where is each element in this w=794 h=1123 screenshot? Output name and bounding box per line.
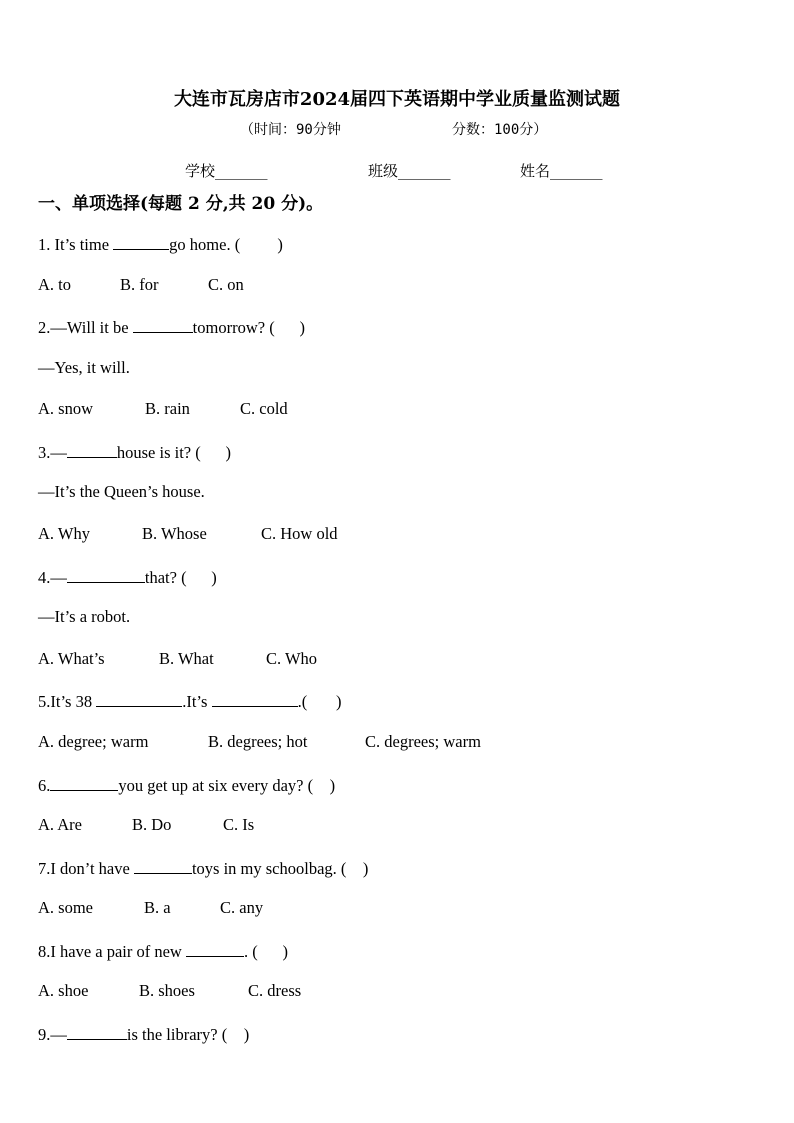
answer-blank	[67, 443, 117, 458]
option-c: C. Who	[266, 649, 318, 668]
answer-blank	[133, 318, 193, 333]
question-text: 1. It’s time	[38, 235, 114, 254]
question-8	[38, 942, 288, 961]
option-c: C. Is	[223, 815, 255, 834]
exam-title: 大连市瓦房店市2024届四下英语期中学业质量监测试题	[173, 89, 621, 110]
option-c: C. any	[220, 898, 264, 917]
options-8	[38, 983, 301, 1000]
option-c: C. dress	[248, 981, 302, 1000]
option-b: B. Whose	[142, 524, 207, 543]
answer-blank	[113, 235, 169, 250]
options-1	[38, 277, 244, 294]
section-title: 一、单项选择(每题 2 分,共 20 分)。	[38, 194, 324, 214]
question-text: 3.—	[38, 443, 67, 462]
option-a: A. What’s	[38, 649, 105, 668]
option-a: A. some	[38, 898, 93, 917]
question-3	[38, 443, 231, 462]
reply-3: —It’s the Queen’s house.	[38, 482, 205, 501]
option-c: C. cold	[240, 399, 288, 418]
options-4	[38, 651, 317, 668]
question-4	[38, 568, 217, 587]
question-text: is the library? ( )	[126, 1025, 250, 1044]
question-text: 2.—Will it be	[38, 318, 133, 337]
question-7	[38, 859, 368, 878]
answer-blank	[212, 692, 298, 707]
question-text: toys in my schoolbag. ( )	[191, 859, 369, 878]
option-b: B. What	[159, 649, 214, 668]
school-field: 学校_______	[185, 162, 268, 180]
question-9	[38, 1025, 249, 1044]
option-a: A. shoe	[38, 981, 89, 1000]
option-b: B. rain	[145, 399, 190, 418]
name-field: 姓名_______	[520, 162, 603, 180]
option-a: A. Are	[38, 815, 82, 834]
question-text: 4.—	[38, 568, 67, 587]
question-text: that? ( )	[144, 568, 217, 587]
reply-4: —It’s a robot.	[38, 607, 131, 626]
option-b: B. degrees; hot	[208, 732, 308, 751]
question-text: go home. ( )	[169, 235, 283, 254]
question-text: house is it? ( )	[116, 443, 231, 462]
question-1	[38, 235, 283, 254]
question-text: 6.	[38, 776, 51, 795]
question-text: .( )	[297, 692, 342, 711]
question-6	[38, 776, 335, 795]
question-5	[38, 692, 342, 711]
answer-blank	[134, 859, 192, 874]
reply-2: —Yes, it will.	[38, 358, 130, 377]
option-a: A. Why	[38, 524, 90, 543]
option-c: C. degrees; warm	[365, 732, 481, 751]
question-text: 9.—	[38, 1025, 67, 1044]
question-text: 8.I have a pair of new	[38, 942, 186, 961]
options-5	[38, 734, 481, 751]
question-text: 7.I don’t have	[38, 859, 134, 878]
exam-time: （时间：90分钟	[240, 122, 341, 138]
option-c: C. on	[208, 275, 244, 294]
answer-blank	[50, 776, 118, 791]
exam-score: 分数：100分）	[452, 122, 548, 138]
options-6	[38, 817, 254, 834]
option-a: A. to	[38, 275, 71, 294]
options-3	[38, 526, 338, 543]
option-b: B. Do	[132, 815, 172, 834]
question-2	[38, 318, 305, 337]
option-b: B. a	[144, 898, 171, 917]
answer-blank	[96, 692, 182, 707]
answer-blank	[67, 1025, 127, 1040]
option-b: B. shoes	[139, 981, 195, 1000]
question-text: you get up at six every day? ( )	[118, 776, 336, 795]
answer-blank	[186, 942, 244, 957]
answer-blank	[67, 568, 145, 583]
options-2	[38, 401, 288, 418]
question-text: tomorrow? ( )	[192, 318, 305, 337]
option-b: B. for	[120, 275, 159, 294]
option-c: C. How old	[261, 524, 338, 543]
question-text: .It’s	[182, 692, 212, 711]
option-a: A. degree; warm	[38, 732, 149, 751]
options-7	[38, 900, 263, 917]
class-field: 班级_______	[368, 162, 451, 180]
question-text: 5.It’s 38	[38, 692, 97, 711]
option-a: A. snow	[38, 399, 94, 418]
question-text: . ( )	[243, 942, 288, 961]
